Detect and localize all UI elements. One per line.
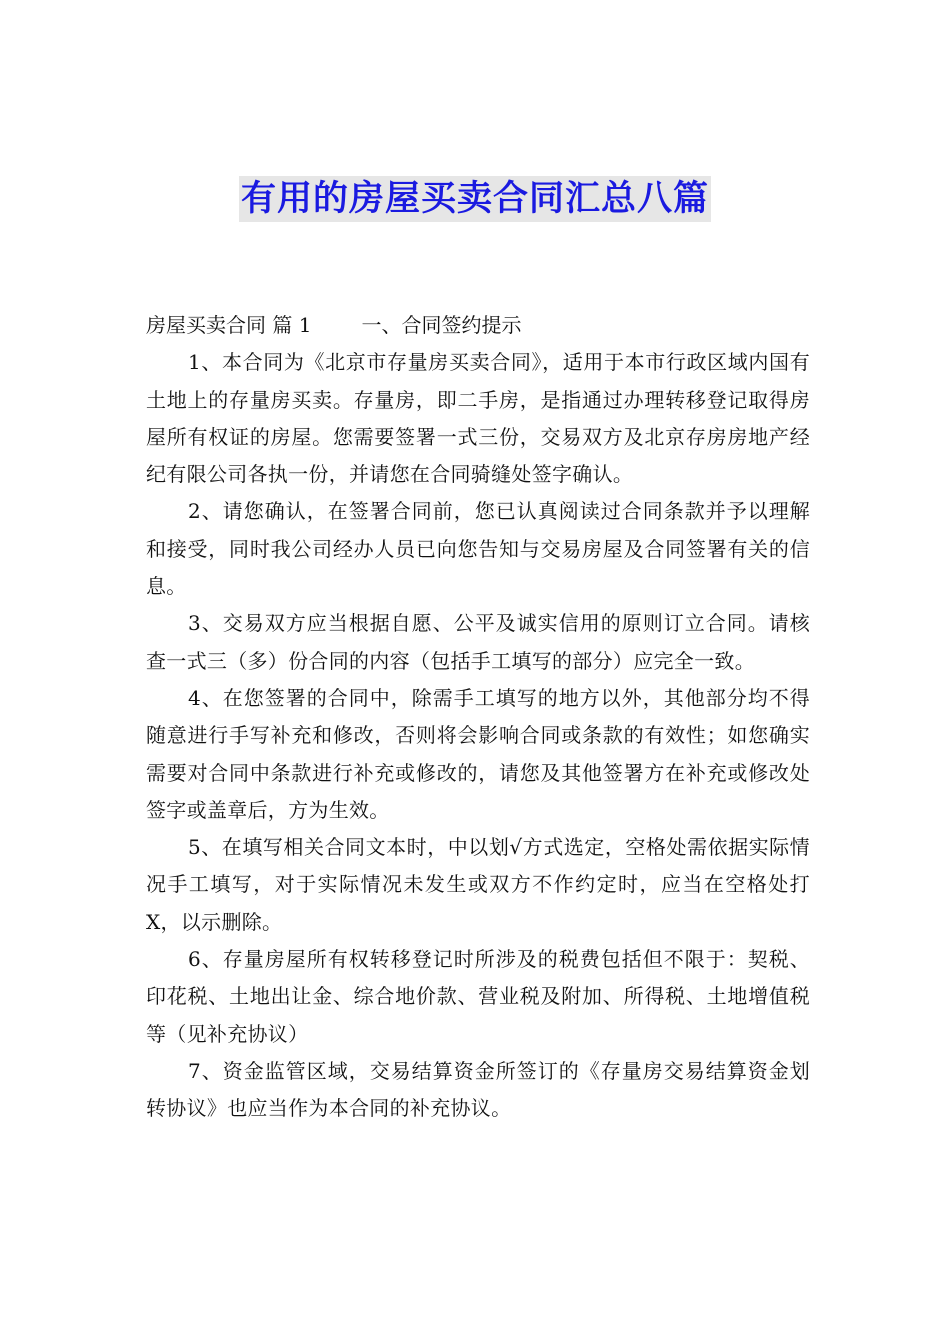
document-title: 有用的房屋买卖合同汇总八篇 <box>239 176 711 222</box>
section-heading: 房屋买卖合同 篇 1 <box>146 313 312 337</box>
paragraph-2: 2、请您确认，在签署合同前，您已认真阅读过合同条款并予以理解和接受，同时我公司经办人员已向您告知与交易房屋及合同签署有关的信息。 <box>146 499 810 599</box>
heading-line <box>146 307 810 344</box>
subheading: 一、合同签约提示 <box>361 313 522 337</box>
heading-spacer <box>311 307 361 344</box>
paragraph-6: 6、存量房屋所有权转移登记时所涉及的税费包括但不限于：契税、印花税、土地出让金、综合地价款、营业税及附加、所得税、土地增值税等（见补充协议） <box>146 947 810 1046</box>
paragraph-3: 3、交易双方应当根据自愿、公平及诚实信用的原则订立合同。请核查一式三（多）份合同的内容（包括手工填写的部分）应完全一致。 <box>146 611 810 673</box>
paragraph-1: 1、本合同为《北京市存量房买卖合同》，适用于本市行政区域内国有土地上的存量房买卖。存量房，即二手房，是指通过办理转移登记取得房屋所有权证的房屋。您需要签署一式三份，交易双方及北京存房房地产经纪有限公司各执一份，并请您在合同骑缝处签字确认。 <box>146 350 810 487</box>
paragraph-5: 5、在填写相关合同文本时，中以划√方式选定，空格处需依据实际情况手工填写，对于实际情况未发生或双方不作约定时，应当在空格处打 X，以示删除。 <box>146 835 810 934</box>
paragraph-7: 7、资金监管区域，交易结算资金所签订的《存量房交易结算资金划转协议》也应当作为本合同的补充协议。 <box>146 1058 810 1121</box>
title-container <box>0 176 950 222</box>
document-body <box>146 307 810 1128</box>
paragraph-4: 4、在您签署的合同中，除需手工填写的地方以外，其他部分均不得随意进行手写补充和修改，否则将会影响合同或条款的有效性；如您确实需要对合同中条款进行补充或修改的，请您及其他签署方在补充或修改处签字或盖章后，方为生效。 <box>146 685 810 822</box>
